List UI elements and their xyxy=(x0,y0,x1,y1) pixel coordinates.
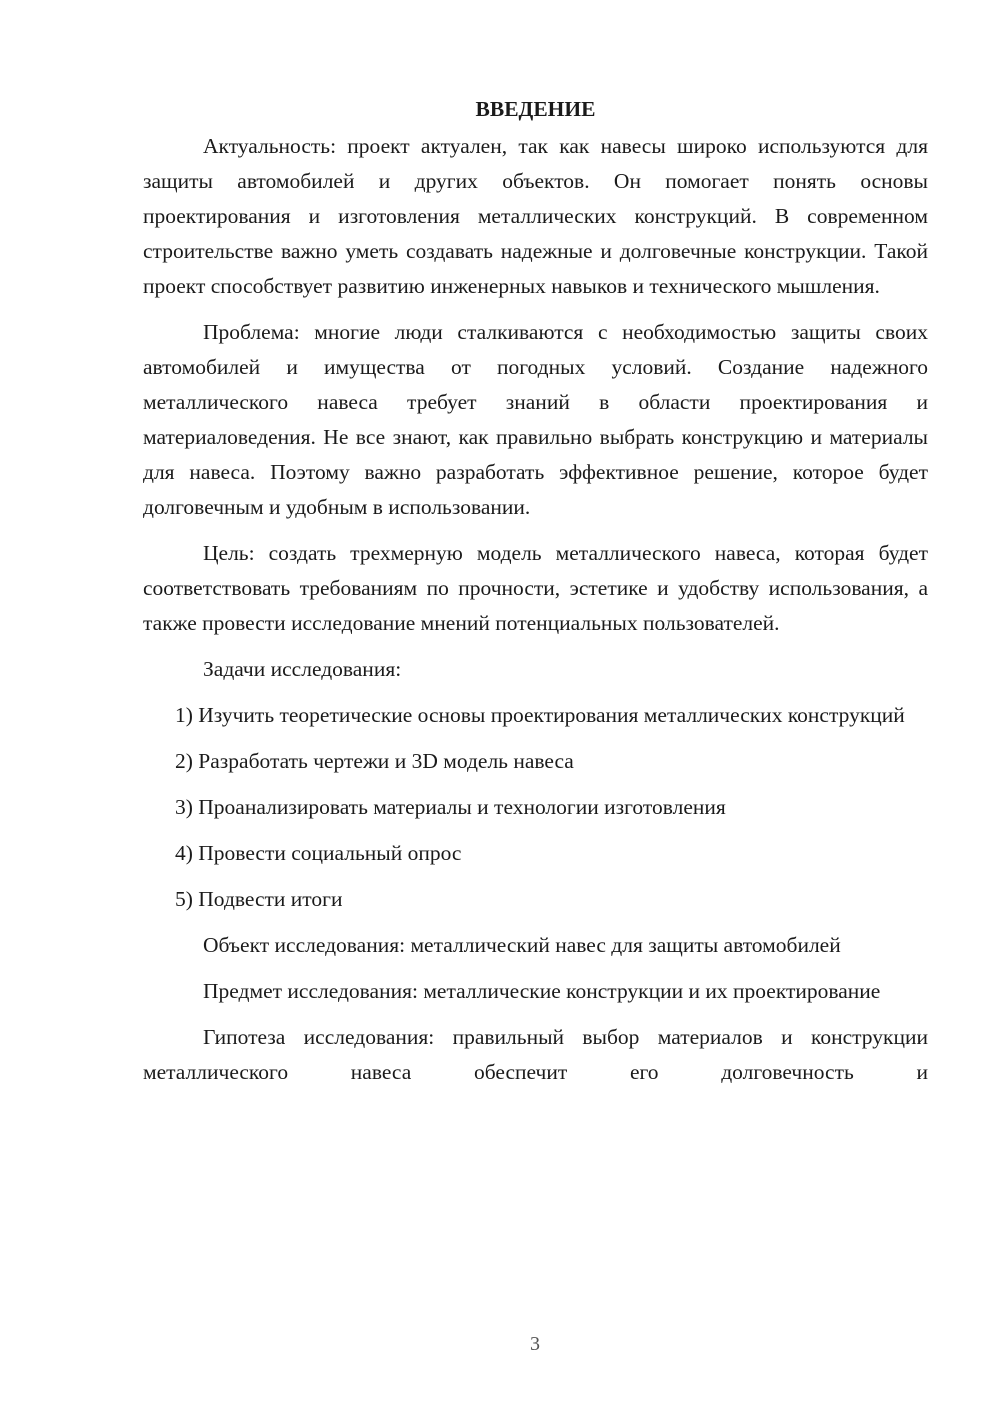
task-item-4: 4) Провести социальный опрос xyxy=(175,841,462,865)
relevance-paragraph: Актуальность: проект актуален, так как навесы широко используются для защиты автомобилей и других объектов. Он помогает понять основы проектирования и изготовления металлических конструкций. В современном строительстве важно уметь создавать надежные и долговечные конструкции. Такой проект способствует развитию инженерных навыков и технического мышления. xyxy=(143,134,928,298)
tasks-heading: Задачи исследования: xyxy=(203,657,402,681)
subject-paragraph: Предмет исследования: металлические конструкции и их проектирование xyxy=(203,979,881,1003)
document-page xyxy=(143,92,928,1090)
hypothesis-paragraph: Гипотеза исследования: правильный выбор материалов и конструкции металлического навеса обеспечит его долговечность и xyxy=(143,1025,928,1084)
goal-paragraph: Цель: создать трехмерную модель металлического навеса, которая будет соответствовать требованиям по прочности, эстетике и удобству использования, а также провести исследование мнений потенциальных пользователей. xyxy=(143,541,928,635)
page-number: 3 xyxy=(530,1333,540,1355)
section-title: ВВЕДЕНИЕ xyxy=(475,97,596,121)
problem-paragraph: Проблема: многие люди сталкиваются с необходимостью защиты своих автомобилей и имущества от погодных условий. Создание надежного металлического навеса требует знаний в области проектирования и материаловедения. Не все знают, как правильно выбрать конструкцию и материалы для навеса. Поэтому важно разработать эффективное решение, которое будет долговечным и удобным в использовании. xyxy=(143,320,928,519)
task-item-3: 3) Проанализировать материалы и технологии изготовления xyxy=(175,795,726,819)
task-item-2: 2) Разработать чертежи и 3D модель навеса xyxy=(175,749,574,773)
object-paragraph: Объект исследования: металлический навес для защиты автомобилей xyxy=(203,933,841,957)
task-item-5: 5) Подвести итоги xyxy=(175,887,343,911)
task-item-1: 1) Изучить теоретические основы проектирования металлических конструкций xyxy=(175,703,905,727)
